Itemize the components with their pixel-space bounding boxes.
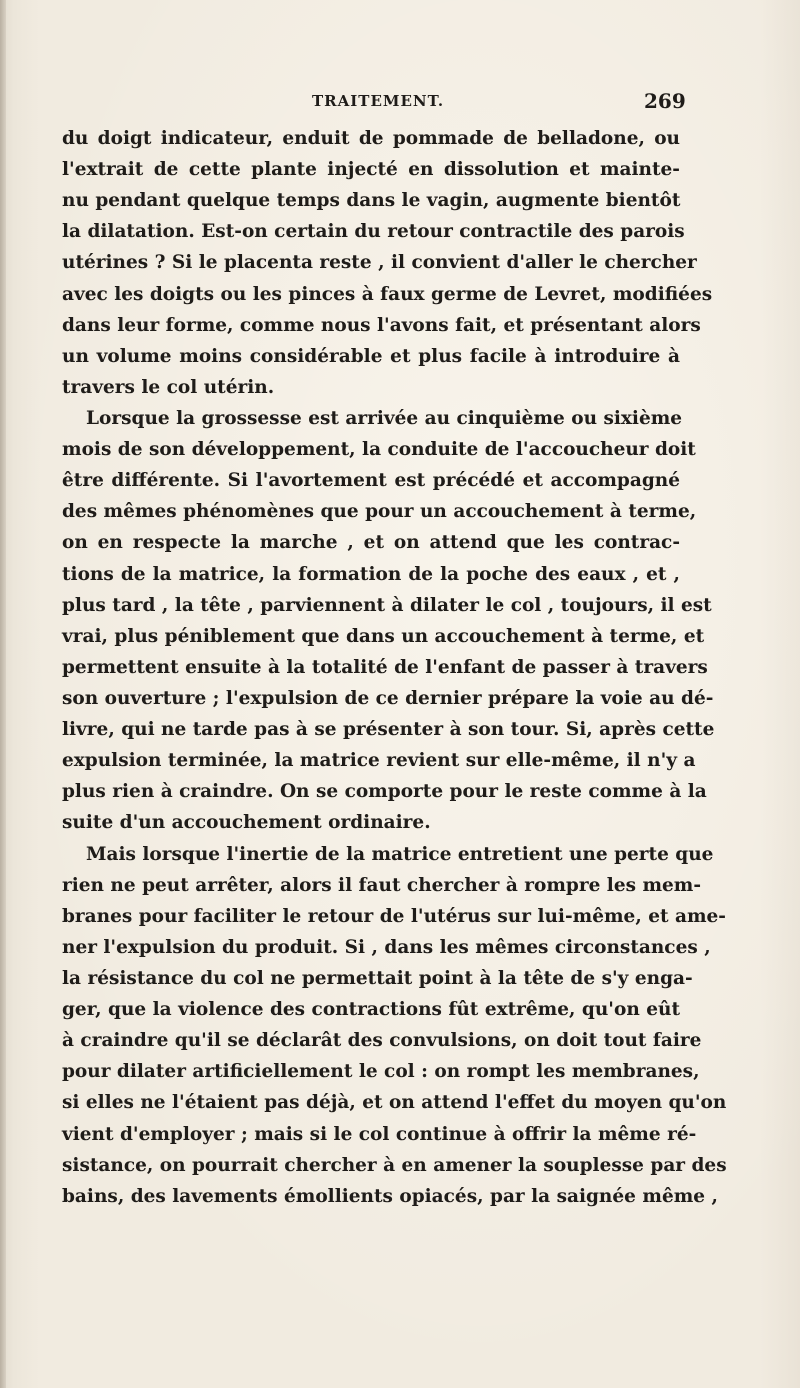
- text-line: rien ne peut arrêter, alors il faut chercher à rompre les mem-: [62, 874, 702, 896]
- running-head: TRAITEMENT.: [312, 92, 445, 110]
- text-line: vient d'employer ; mais si le col continue à offrir la même ré-: [62, 1123, 697, 1145]
- text-line: des mêmes phénomènes que pour un accouchement à terme,: [62, 501, 697, 523]
- text-line: permettent ensuite à la totalité de l'enfant de passer à travers: [62, 656, 708, 678]
- text-line: ner l'expulsion du produit. Si , dans les mêmes circonstances ,: [62, 936, 711, 958]
- text-line: avec les doigts ou les pinces à faux germe de Levret, modifiées: [62, 283, 713, 305]
- page-gutter-shadow: [0, 0, 6, 1388]
- text-line: plus rien à craindre. On se comporte pour le reste comme à la: [62, 781, 707, 803]
- text-line: bains, des lavements émollients opiacés, par la saignée même ,: [62, 1185, 718, 1207]
- text-line: sistance, on pourrait chercher à en amener la souplesse par des: [62, 1154, 727, 1176]
- text-line: un volume moins considérable et plus facile à introduire à: [62, 345, 680, 367]
- text-line: expulsion terminée, la matrice revient sur elle-même, il n'y a: [62, 750, 696, 772]
- text-line: du doigt indicateur, enduit de pommade de belladone, ou: [62, 128, 680, 149]
- text-line: suite d'un accouchement ordinaire.: [62, 812, 431, 834]
- text-line: tions de la matrice, la formation de la poche des eaux , et ,: [62, 563, 680, 585]
- text-line: on en respecte la marche , et on attend que les contrac-: [62, 532, 680, 554]
- text-line: si elles ne l'étaient pas déjà, et on attend l'effet du moyen qu'on: [62, 1092, 727, 1114]
- text-line: la résistance du col ne permettait point à la tête de s'y enga-: [62, 967, 693, 989]
- text-line: pour dilater artificiellement le col : on rompt les membranes,: [62, 1061, 700, 1083]
- text-line: Mais lorsque l'inertie de la matrice entretient une perte que: [86, 843, 714, 865]
- text-line: l'extrait de cette plante injecté en dissolution et mainte-: [62, 159, 680, 181]
- page-number: 269: [644, 89, 686, 113]
- text-line: ger, que la violence des contractions fût extrême, qu'on eût: [62, 999, 680, 1021]
- text-line: Lorsque la grossesse est arrivée au cinquième ou sixième: [86, 407, 683, 429]
- text-line: utérines ? Si le placenta reste , il convient d'aller le chercher: [62, 252, 697, 274]
- text-line: nu pendant quelque temps dans le vagin, augmente bientôt: [62, 190, 681, 212]
- text-line: être différente. Si l'avortement est précédé et accompagné: [62, 470, 680, 492]
- text-line: plus tard , la tête , parviennent à dilater le col , toujours, il est: [62, 594, 712, 616]
- body-text: [62, 123, 727, 1212]
- text-line: branes pour faciliter le retour de l'utérus sur lui-même, et ame-: [62, 905, 726, 927]
- text-line: la dilatation. Est-on certain du retour contractile des parois: [62, 221, 685, 243]
- text-line: son ouverture ; l'expulsion de ce dernier prépare la voie au dé-: [62, 687, 714, 709]
- text-line: livre, qui ne tarde pas à se présenter à son tour. Si, après cette: [62, 719, 715, 741]
- text-line: mois de son développement, la conduite de l'accoucheur doit: [62, 439, 696, 461]
- text-line: vrai, plus péniblement que dans un accouchement à terme, et: [62, 625, 705, 647]
- text-line: travers le col utérin.: [62, 376, 275, 398]
- text-line: dans leur forme, comme nous l'avons fait, et présentant alors: [62, 314, 701, 336]
- text-line: à craindre qu'il se déclarât des convulsions, on doit tout faire: [62, 1030, 702, 1052]
